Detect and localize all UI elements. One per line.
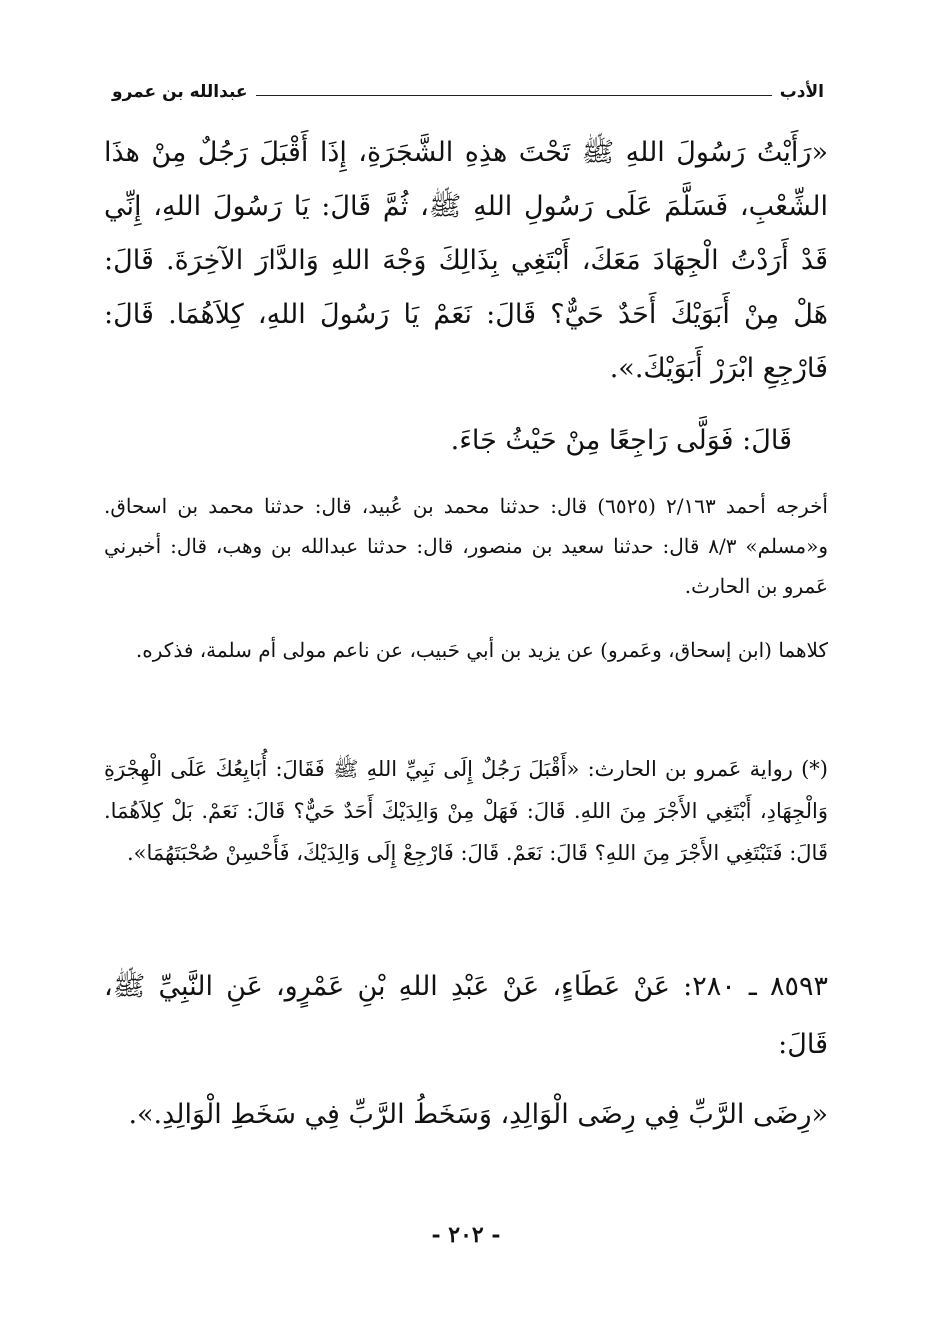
hadith-number-line: ٨٥٩٣ ـ ٢٨٠: عَنْ عَطَاءٍ، عَنْ عَبْدِ اللهِ بْنِ عَمْرٍو، عَنِ النَّبِيِّ ﷺ، قَالَ:: [104, 971, 828, 1060]
takhrij-paragraph: أخرجه أحمد ٢/١٦٣ (٦٥٢٥) قال: حدثنا محمد بن عُبيد، قال: حدثنا محمد بن اسحاق. و«مسلم» ٨/٣ قال: حدثنا سعيد بن منصور، قال: حدثنا عبدالله بن وهب، قال: أخبرني عَمرو بن الحارث.: [104, 494, 828, 598]
header-chapter-title: الأدب: [779, 82, 824, 102]
header-narrator-name: عبدالله بن عمرو: [112, 82, 248, 102]
page-number: - ٢٠٢ -: [431, 1222, 501, 1248]
chain-paragraph: كلاهما (ابن إسحاق، وعَمرو) عن يزيد بن أبي حَبيب، عن ناعم مولى أم سلمة، فذكره.: [135, 638, 828, 662]
running-header: [112, 72, 824, 102]
header-rule: [256, 95, 772, 96]
hadith-text-2: «رِضَى الرَّبِّ فِي رِضَى الْوَالِدِ، وَسَخَطُ الرَّبِّ فِي سَخَطِ الْوَالِدِ.».: [128, 1099, 828, 1130]
variant-note: (*) رواية عَمرو بن الحارث: «أَقْبَلَ رَجُلٌ إِلَى نَبِيِّ اللهِ ﷺ فَقَالَ: أُبَايِعُكَ عَلَى الْهِجْرَةِ وَالْجِهَادِ، أَبْتَغِي الأَجْرَ مِنَ اللهِ. قَالَ: فَهَلْ مِنْ وَالِدَيْكَ أَحَدٌ حَيٌّ؟ قَالَ: نَعَمْ. بَلْ كِلاَهُمَا. قَالَ: فَتَبْتَغِي الأَجْرَ مِنَ اللهِ؟ قَالَ: نَعَمْ. قَالَ: فَارْجِعْ إِلَى وَالِدَيْكَ، فَأَحْسِنْ صُحْبَتَهُمَا».: [104, 757, 828, 865]
hadith-qal-line: قَالَ: فَوَلَّى رَاجِعًا مِنْ حَيْثُ جَاءَ.: [450, 425, 792, 456]
hadith-text: «رَأَيْتُ رَسُولَ اللهِ ﷺ تَحْتَ هذِهِ الشَّجَرَةِ، إِذَا أَقْبَلَ رَجُلٌ مِنْ هذَا الشِّعْبِ، فَسَلَّمَ عَلَى رَسُولِ اللهِ ﷺ، ثُمَّ قَالَ: يَا رَسُولَ اللهِ، إِنِّي قَدْ أَرَدْتُ الْجِهَادَ مَعَكَ، أَبْتَغِي بِذَالِكَ وَجْهَ اللهِ وَالدَّارَ الآخِرَةَ. قَالَ: هَلْ مِنْ أَبَوَيْكَ أَحَدٌ حَيٌّ؟ قَالَ: نَعَمْ يَا رَسُولَ اللهِ، كِلاَهُمَا. قَالَ: فَارْجِعِ ابْرَرْ أَبَوَيْكَ.».: [104, 137, 828, 384]
